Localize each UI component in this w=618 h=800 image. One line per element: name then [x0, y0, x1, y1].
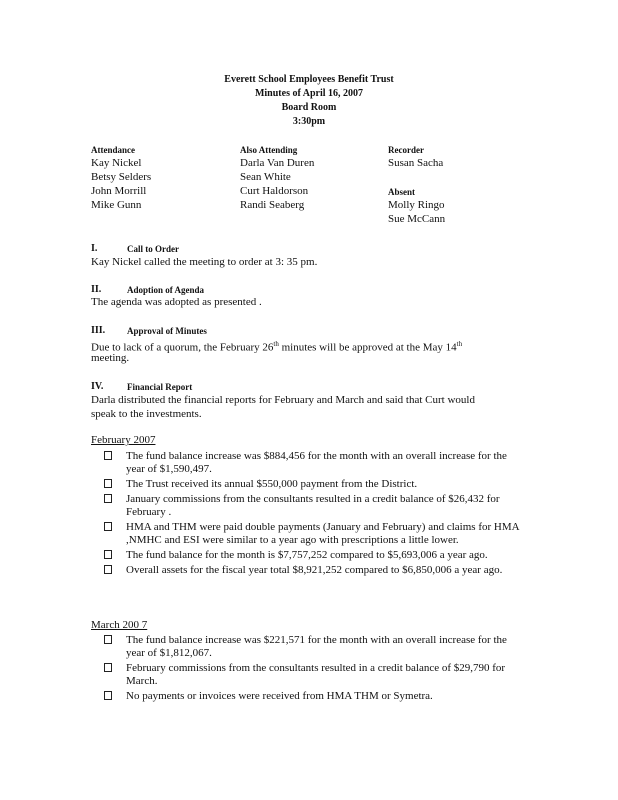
list-item-text: No payments or invoices were received from HMA THM or Symetra.: [126, 690, 433, 702]
list-item: [104, 450, 524, 476]
section-number: IV.: [91, 381, 104, 392]
list-item: [104, 634, 524, 660]
list-item: [104, 478, 524, 491]
square-bullet-icon: [104, 565, 112, 574]
section-number: I.: [91, 243, 98, 254]
list-item-text: January commissions from the consultants resulted in a credit balance of $26,432 for February .: [126, 493, 500, 518]
square-bullet-icon: [104, 691, 112, 700]
list-item-text: The fund balance increase was $221,571 for the month with an overall increase for the year of $1,812,067.: [126, 634, 507, 659]
section-text: Darla distributed the financial reports for February and March and said that Curt would: [91, 394, 475, 406]
recorder-name: Susan Sacha: [388, 157, 444, 169]
doc-subtitle-date: Minutes of April 16, 2007: [254, 88, 364, 99]
march-bullet-list: [104, 634, 524, 705]
section-title: Financial Report: [127, 382, 193, 392]
section-text: speak to the investments.: [91, 408, 202, 420]
absent-name: Molly Ringo: [388, 199, 445, 211]
doc-title: Everett School Employees Benefit Trust: [224, 74, 394, 85]
list-item: [104, 564, 524, 577]
attendance-heading: Attendance: [91, 145, 135, 155]
list-item-text: The fund balance for the month is $7,757,252 compared to $5,693,006 a year ago.: [126, 549, 488, 561]
list-item: [104, 521, 524, 547]
square-bullet-icon: [104, 451, 112, 460]
also-attending-heading: Also Attending: [240, 145, 298, 155]
attendee-name: John Morrill: [91, 185, 147, 197]
square-bullet-icon: [104, 663, 112, 672]
attendee-name: Kay Nickel: [91, 157, 142, 169]
absent-heading: Absent: [388, 187, 416, 197]
list-item: [104, 549, 524, 562]
section-title: Call to Order: [127, 244, 179, 254]
absent-name: Sue McCann: [388, 213, 446, 225]
list-item: [104, 662, 524, 688]
section-title: Adoption of Agenda: [127, 285, 205, 295]
list-item-text: The fund balance increase was $884,456 for the month with an overall increase for the year of $1,590,497.: [126, 450, 507, 475]
doc-time: 3:30pm: [292, 116, 326, 127]
section-text: [91, 338, 462, 355]
month-heading-march: March 200 7: [91, 619, 148, 631]
list-item-text: February commissions from the consultants resulted in a credit balance of $29,790 for March.: [126, 662, 506, 687]
square-bullet-icon: [104, 479, 112, 488]
list-item-text: The Trust received its annual $550,000 payment from the District.: [126, 478, 418, 490]
ordinal-suffix: th: [273, 340, 279, 348]
also-attending-name: Darla Van Duren: [240, 157, 315, 169]
list-item-text: Overall assets for the fiscal year total $8,921,252 compared to $6,850,006 a year ago.: [126, 564, 503, 576]
february-bullet-list: [104, 450, 524, 579]
also-attending-name: Sean White: [240, 171, 291, 183]
also-attending-name: Randi Seaberg: [240, 199, 305, 211]
square-bullet-icon: [104, 522, 112, 531]
recorder-heading: Recorder: [388, 145, 424, 155]
also-attending-name: Curt Haldorson: [240, 185, 309, 197]
attendee-name: Betsy Selders: [91, 171, 152, 183]
section-text: meeting.: [91, 352, 130, 364]
section-text: The agenda was adopted as presented .: [91, 296, 262, 308]
square-bullet-icon: [104, 550, 112, 559]
section-text-part: minutes will be approved at the May 14: [281, 341, 457, 354]
section-title: Approval of Minutes: [127, 326, 207, 336]
list-item: [104, 493, 524, 519]
month-heading-february: February 2007: [91, 434, 156, 446]
doc-location: Board Room: [281, 102, 337, 113]
attendee-name: Mike Gunn: [91, 199, 142, 211]
list-item: [104, 690, 524, 703]
section-number: II.: [91, 284, 102, 295]
square-bullet-icon: [104, 635, 112, 644]
section-text: Kay Nickel called the meeting to order at 3: 35 pm.: [91, 256, 318, 268]
section-number: III.: [91, 325, 106, 336]
list-item-text: HMA and THM were paid double payments (January and February) and claims for HMA ,NMHC and ESI were similar to a year ago with prescriptions a little lower.: [126, 521, 519, 546]
section-text-part: Due to lack of a quorum, the February 26: [91, 341, 274, 354]
ordinal-suffix: th: [456, 340, 463, 348]
square-bullet-icon: [104, 494, 112, 503]
